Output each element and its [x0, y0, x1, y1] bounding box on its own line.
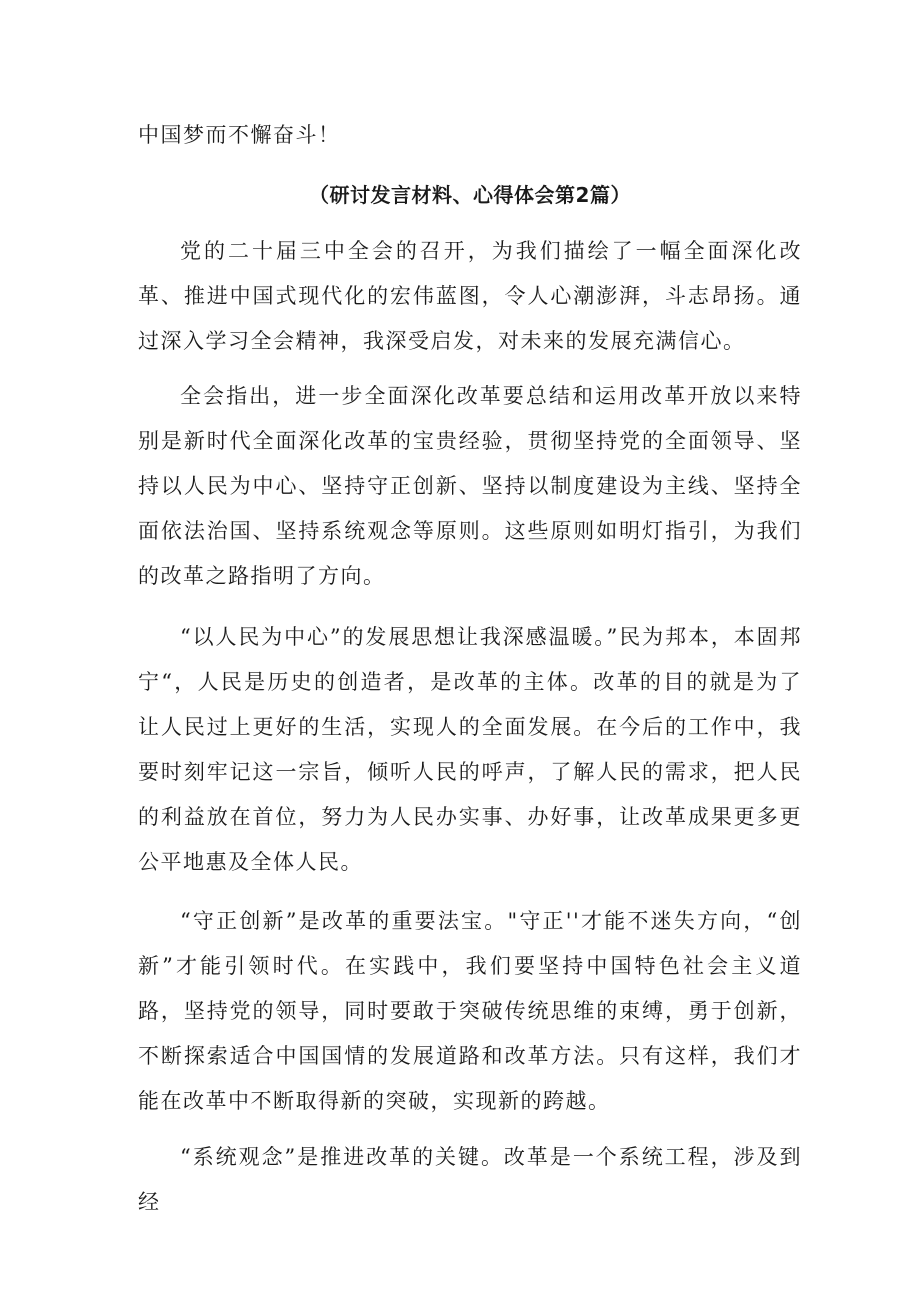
paragraph-3: “以人民为中心”的发展思想让我深感温暖。”民为邦本，本固邦宁“，人民是历史的创造者，是改革的主体。改革的目的就是为了让人民过上更好的生活，实现人的全面发展。在今后的工作中，我要时刻牢记这一宗旨，倾听人民的呼声，了解人民的需求，把人民的利益放在首位，努力为人民办实事、办好事，让改革成果更多更公平地惠及全体人民。 [138, 625, 802, 874]
paragraph-4: “守正创新”是改革的重要法宝。"守正''才能不迷失方向，“创新”才能引领时代。在实践中，我们要坚持中国特色社会主义道路，坚持党的领导，同时要敢于突破传统思维的束缚，勇于创新，不断探索适合中国国情的发展道路和改革方法。只有这样，我们才能在改革中不断取得新的突破，实现新的跨越。 [138, 909, 802, 1113]
paragraph-5: “系统观念”是推进改革的关键。改革是一个系统工程，涉及到经 [138, 1145, 802, 1214]
lead-line: 中国梦而不懈奋斗！ [138, 123, 341, 147]
paragraph-2: 全会指出，进一步全面深化改革要总结和运用改革开放以来特别是新时代全面深化改革的宝贵经验，贯彻坚持党的全面领导、坚持以人民为中心、坚持守正创新、坚持以制度建设为主线、坚持全面依法治国、坚持系统观念等原则。这些原则如明灯指引，为我们的改革之路指明了方向。 [138, 384, 802, 588]
section-heading: （研讨发言材料、心得体会第2篇） [309, 183, 631, 207]
paragraph-1: 党的二十届三中全会的召开，为我们描绘了一幅全面深化改革、推进中国式现代化的宏伟蓝图，令人心潮澎湃，斗志昂扬。通过深入学习全会精神，我深受启发，对未来的发展充满信心。 [138, 239, 802, 353]
